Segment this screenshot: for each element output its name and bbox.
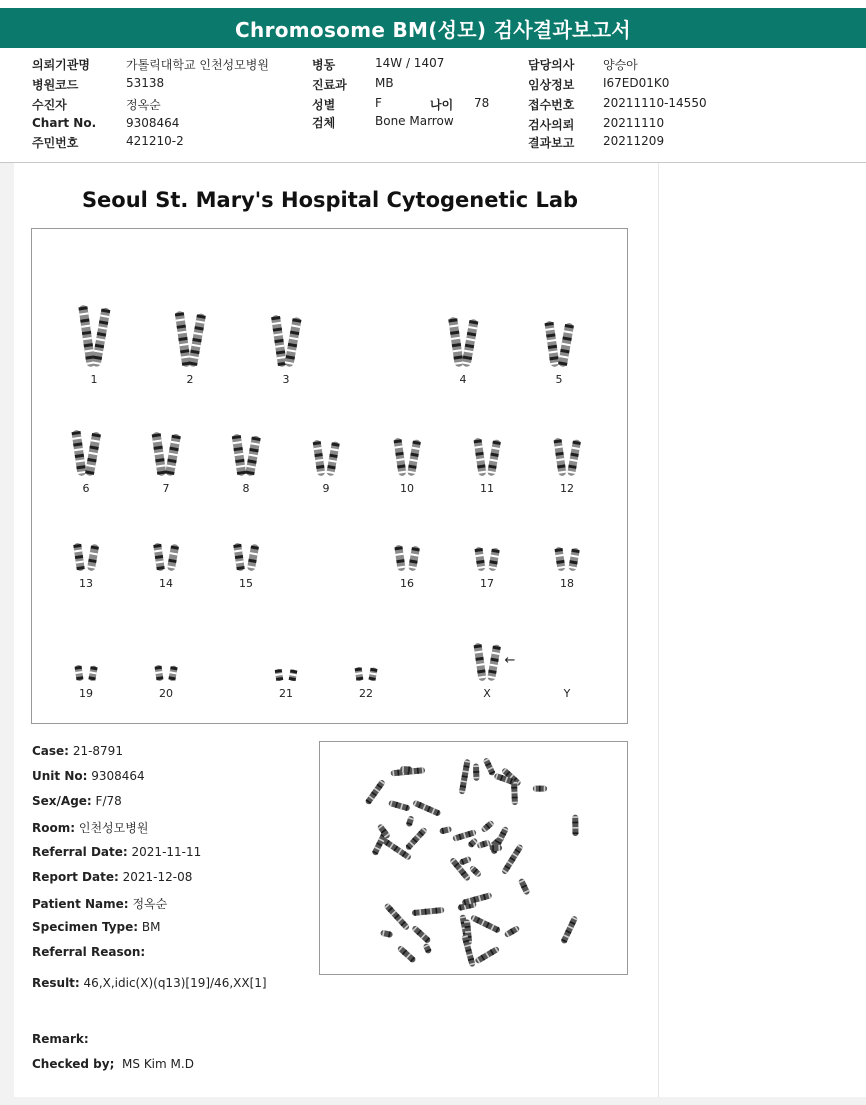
meta-label: 진료과 (312, 78, 347, 92)
metaphase-chromosome (459, 856, 472, 866)
chromosome-pair-12 (553, 438, 581, 477)
chromosome-label-18: 18 (560, 577, 574, 590)
chromosome-pair-10 (393, 438, 421, 477)
chromosome-pair-4 (448, 317, 479, 368)
chromosome-pair-13 (73, 543, 99, 572)
metaphase-chromosome (462, 892, 493, 906)
meta-value: 양승아 (603, 58, 638, 72)
chromosome-label-15: 15 (239, 577, 253, 590)
report-header-title: Chromosome BM(성모) 검사결과보고서 (0, 8, 866, 48)
chromosome-label-9: 9 (322, 482, 330, 495)
metaphase-chromosome (533, 786, 547, 792)
left-margin (0, 163, 14, 1105)
chromosome-pair-20 (154, 665, 177, 682)
meta-label: 성별 (312, 98, 336, 112)
metaphase-chromosome (490, 845, 502, 851)
chromosome-label-1: 1 (90, 373, 98, 386)
metaphase-chromosome (474, 946, 500, 965)
metaphase-chromosome (383, 902, 410, 931)
chromosome-label-21: 21 (279, 687, 293, 700)
chromosome-label-14: 14 (159, 577, 173, 590)
meta-value: 14W / 1407 (375, 56, 445, 70)
chromosome-pair-14 (153, 543, 179, 572)
metaphase-chromosome (406, 815, 415, 827)
chromosome-pair-7 (151, 432, 181, 477)
chromosome-label-6: 6 (82, 482, 90, 495)
metaphase-chromosome (397, 945, 417, 964)
meta-label: 접수번호 (528, 98, 575, 112)
meta-label: 수진자 (32, 98, 67, 112)
meta-value: Bone Marrow (375, 114, 454, 128)
chromosome-label-7: 7 (162, 482, 170, 495)
metaphase-chromosome (473, 763, 480, 780)
chromosome-label-2: 2 (186, 373, 194, 386)
chromosome-pair-8 (232, 434, 261, 477)
metaphase-chromosome (412, 800, 441, 817)
chromosome-pair-5 (544, 321, 574, 368)
meta-value: MB (375, 76, 394, 90)
metaphase-chromosome (411, 925, 431, 944)
chromosome-pair-6 (71, 430, 101, 477)
chromosome-label-5: 5 (555, 373, 563, 386)
chromosome-label-20: 20 (159, 687, 173, 700)
chromosome-label-3: 3 (282, 373, 290, 386)
metaphase-chromosome (560, 915, 578, 944)
meta-value: 가톨릭대학교 인천성모병원 (126, 58, 269, 72)
metaphase-chromosome (470, 914, 501, 933)
field-result: Result: 46,X,idic(X)(q13)[19]/46,XX[1] (32, 976, 267, 990)
field-case: Case: 21-8791 (32, 744, 123, 758)
metaphase-chromosome (469, 865, 483, 878)
field-unit-no: Unit No: 9308464 (32, 769, 145, 783)
chromosome-pair-3 (271, 315, 302, 368)
chromosome-label-13: 13 (79, 577, 93, 590)
metaphase-chromosome (467, 837, 479, 848)
metaphase-chromosome (511, 780, 518, 805)
meta-label: 결과보고 (528, 136, 575, 150)
metaphase-chromosome (459, 759, 471, 795)
metaphase-chromosome (388, 800, 411, 812)
meta-label: 의뢰기관명 (32, 58, 90, 72)
patient-meta-panel (0, 50, 866, 163)
chromosome-label-4: 4 (459, 373, 467, 386)
metaphase-chromosome (439, 826, 452, 835)
metaphase-chromosome (518, 878, 531, 896)
field-remark: Remark: (32, 1032, 89, 1046)
abnormal-x-arrow-icon: ← (504, 653, 516, 668)
right-blank-area (658, 163, 866, 1105)
metaphase-chromosome (400, 766, 412, 773)
meta-value: 20211110 (603, 116, 665, 130)
field-sex-age: Sex/Age: F/78 (32, 794, 122, 808)
metaphase-chromosome (422, 943, 432, 955)
meta-label: Chart No. (32, 116, 97, 130)
field-referral-date: Referral Date: 2021-11-11 (32, 845, 202, 859)
meta-value: F (375, 96, 382, 110)
metaphase-spread-image (319, 741, 628, 975)
meta-label: 검사의뢰 (528, 118, 575, 132)
meta-value-age: 78 (474, 96, 490, 110)
meta-label-age: 나이 (430, 98, 454, 112)
chromosome-label-16: 16 (400, 577, 414, 590)
field-report-date: Report Date: 2021-12-08 (32, 870, 193, 884)
chromosome-pair-X (473, 643, 501, 682)
meta-value: 20211209 (603, 134, 665, 148)
metaphase-chromosome (483, 757, 496, 776)
chromosome-pair-16 (394, 545, 420, 572)
metaphase-chromosome (480, 820, 495, 834)
chromosome-pair-21 (275, 669, 298, 682)
meta-label: 병원코드 (32, 78, 79, 92)
field-patient-name: Patient Name: 정옥순 (32, 897, 168, 911)
metaphase-chromosome (504, 925, 521, 938)
metaphase-chromosomes (320, 742, 627, 974)
field-referral-reason: Referral Reason: (32, 945, 146, 959)
metaphase-chromosome (412, 907, 445, 916)
chromosome-label-10: 10 (400, 482, 414, 495)
meta-label: 검체 (312, 116, 336, 130)
lab-title: Seoul St. Mary's Hospital Cytogenetic Lab (81, 188, 579, 212)
meta-value: 9308464 (126, 116, 180, 130)
meta-value: 20211110-14550 (603, 96, 707, 110)
chromosome-label-17: 17 (480, 577, 494, 590)
chromosome-pair-1 (78, 305, 110, 368)
karyogram-chromosomes (32, 229, 627, 723)
chromosome-pair-15 (233, 543, 259, 572)
chromosome-label-11: 11 (480, 482, 494, 495)
chromosome-pair-19 (74, 665, 97, 682)
bottom-margin (0, 1097, 866, 1105)
meta-label: 병동 (312, 58, 336, 72)
chromosome-pair-9 (313, 440, 340, 477)
meta-label: 주민번호 (32, 136, 79, 150)
meta-label: 임상정보 (528, 78, 575, 92)
meta-value: 53138 (126, 76, 165, 90)
metaphase-chromosome (501, 843, 524, 875)
chromosome-pair-22 (355, 667, 378, 682)
meta-label: 담당의사 (528, 58, 575, 72)
metaphase-chromosome (572, 815, 578, 836)
metaphase-chromosome (476, 839, 490, 849)
metaphase-chromosome (380, 930, 393, 938)
chromosome-pair-18 (554, 547, 580, 572)
chromosome-pair-17 (474, 547, 500, 572)
field-room: Room: 인천성모병원 (32, 821, 149, 835)
chromosome-label-8: 8 (242, 482, 250, 495)
chromosome-pair-2 (175, 311, 206, 368)
chromosome-label-Y: Y (563, 687, 571, 700)
chromosome-label-X: X (483, 687, 491, 700)
field-specimen-type: Specimen Type: BM (32, 920, 161, 934)
chromosome-label-19: 19 (79, 687, 93, 700)
meta-value: 정옥순 (126, 98, 161, 112)
meta-value: 421210-2 (126, 134, 184, 148)
metaphase-chromosome (365, 779, 386, 806)
metaphase-chromosome (405, 826, 428, 851)
chromosome-label-22: 22 (359, 687, 373, 700)
karyogram-panel (31, 228, 628, 724)
chromosome-pair-11 (473, 438, 501, 477)
chromosome-label-12: 12 (560, 482, 574, 495)
field-checked-by: Checked by; MS Kim M.D (32, 1057, 194, 1071)
meta-value: I67ED01K0 (603, 76, 670, 90)
